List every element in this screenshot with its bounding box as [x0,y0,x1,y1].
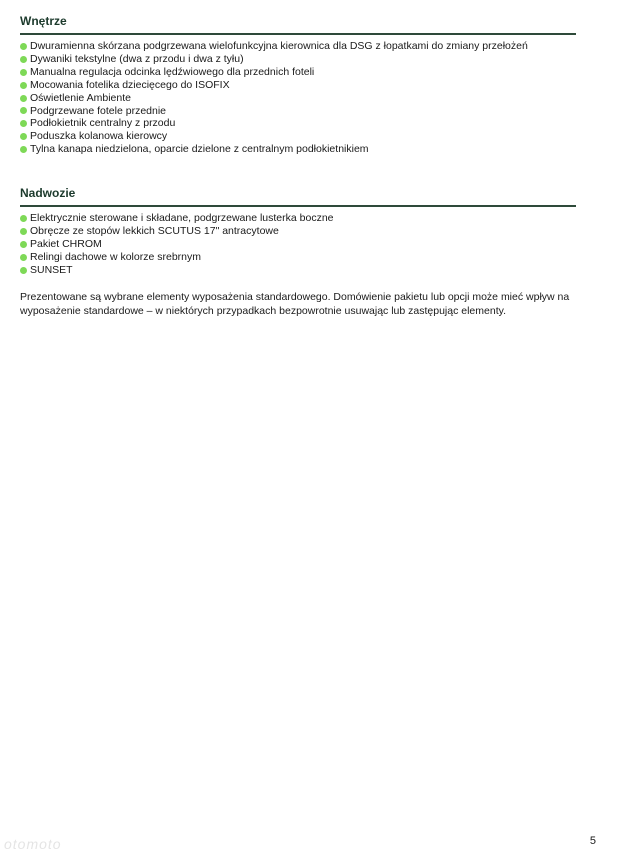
list-item [20,105,576,118]
list-item-label: Podłokietnik centralny z przodu [30,117,176,130]
section-title-interior: Wnętrze [20,14,67,28]
list-item-label: Dwuramienna skórzana podgrzewana wielofunkcyjna kierownica dla DSG z łopatkami do zmiany przełożeń [30,40,528,52]
section-divider [20,205,576,207]
bullet-icon [20,107,27,114]
list-item-label: Poduszka kolanowa kierowcy [30,130,168,143]
list-item [20,79,576,92]
list-item [20,251,576,264]
bullet-icon [20,95,27,102]
bullet-icon [20,215,27,222]
list-item-label: Pakiet CHROM [30,237,102,250]
bullet-icon [20,254,27,261]
list-item-label: Mocowania fotelika dziecięcego do ISOFIX [30,78,230,91]
list-item-label: Tylna kanapa niedzielona, oparcie dzielone z centralnym podłokietnikiem [30,143,369,156]
list-item-label: Oświetlenie Ambiente [30,91,131,104]
bullet-icon [20,228,27,235]
list-item [20,66,576,79]
bullet-icon [20,69,27,76]
section-title-body: Nadwozie [20,186,76,200]
list-item-label: SUNSET [30,263,73,276]
list-item-label: Elektrycznie sterowane i składane, podgrzewane lusterka boczne [30,212,334,224]
list-item [20,92,576,105]
bullet-icon [20,146,27,153]
list-item [20,212,576,225]
list-item [20,117,576,130]
section-divider [20,33,576,35]
list-item [20,264,576,277]
bullet-icon [20,133,27,140]
bullet-icon [20,241,27,248]
list-item [20,53,576,66]
bullet-icon [20,43,27,50]
page-number: 5 [589,835,596,847]
section-body [20,186,576,277]
section-interior [20,14,576,156]
list-item [20,40,576,53]
list-item-label: Obręcze ze stopów lekkich SCUTUS 17" antracytowe [30,224,279,237]
list-item [20,225,576,238]
interior-feature-list [20,40,576,156]
list-item-label: Dywaniki tekstylne (dwa z przodu i dwa z tyłu) [30,52,244,65]
bullet-icon [20,267,27,274]
list-item-label: Podgrzewane fotele przednie [30,104,167,117]
watermark-logo: otomoto [4,836,62,852]
bullet-icon [20,120,27,127]
bullet-icon [20,56,27,63]
list-item-label: Manualna regulacja odcinka lędźwiowego dla przednich foteli [30,65,315,78]
list-item-label: Relingi dachowe w kolorze srebrnym [30,250,201,263]
bullet-icon [20,82,27,89]
list-item [20,238,576,251]
list-item [20,130,576,143]
standard-equipment-note: Prezentowane są wybrane elementy wyposażenia standardowego. Domówienie pakietu lub opcji może mieć wpływ na wyposażenie standardowe – w niektórych przypadkach bezpowrotnie usuwając lub zastępując elementy. [20,291,570,317]
list-item [20,143,576,156]
body-feature-list [20,212,576,277]
